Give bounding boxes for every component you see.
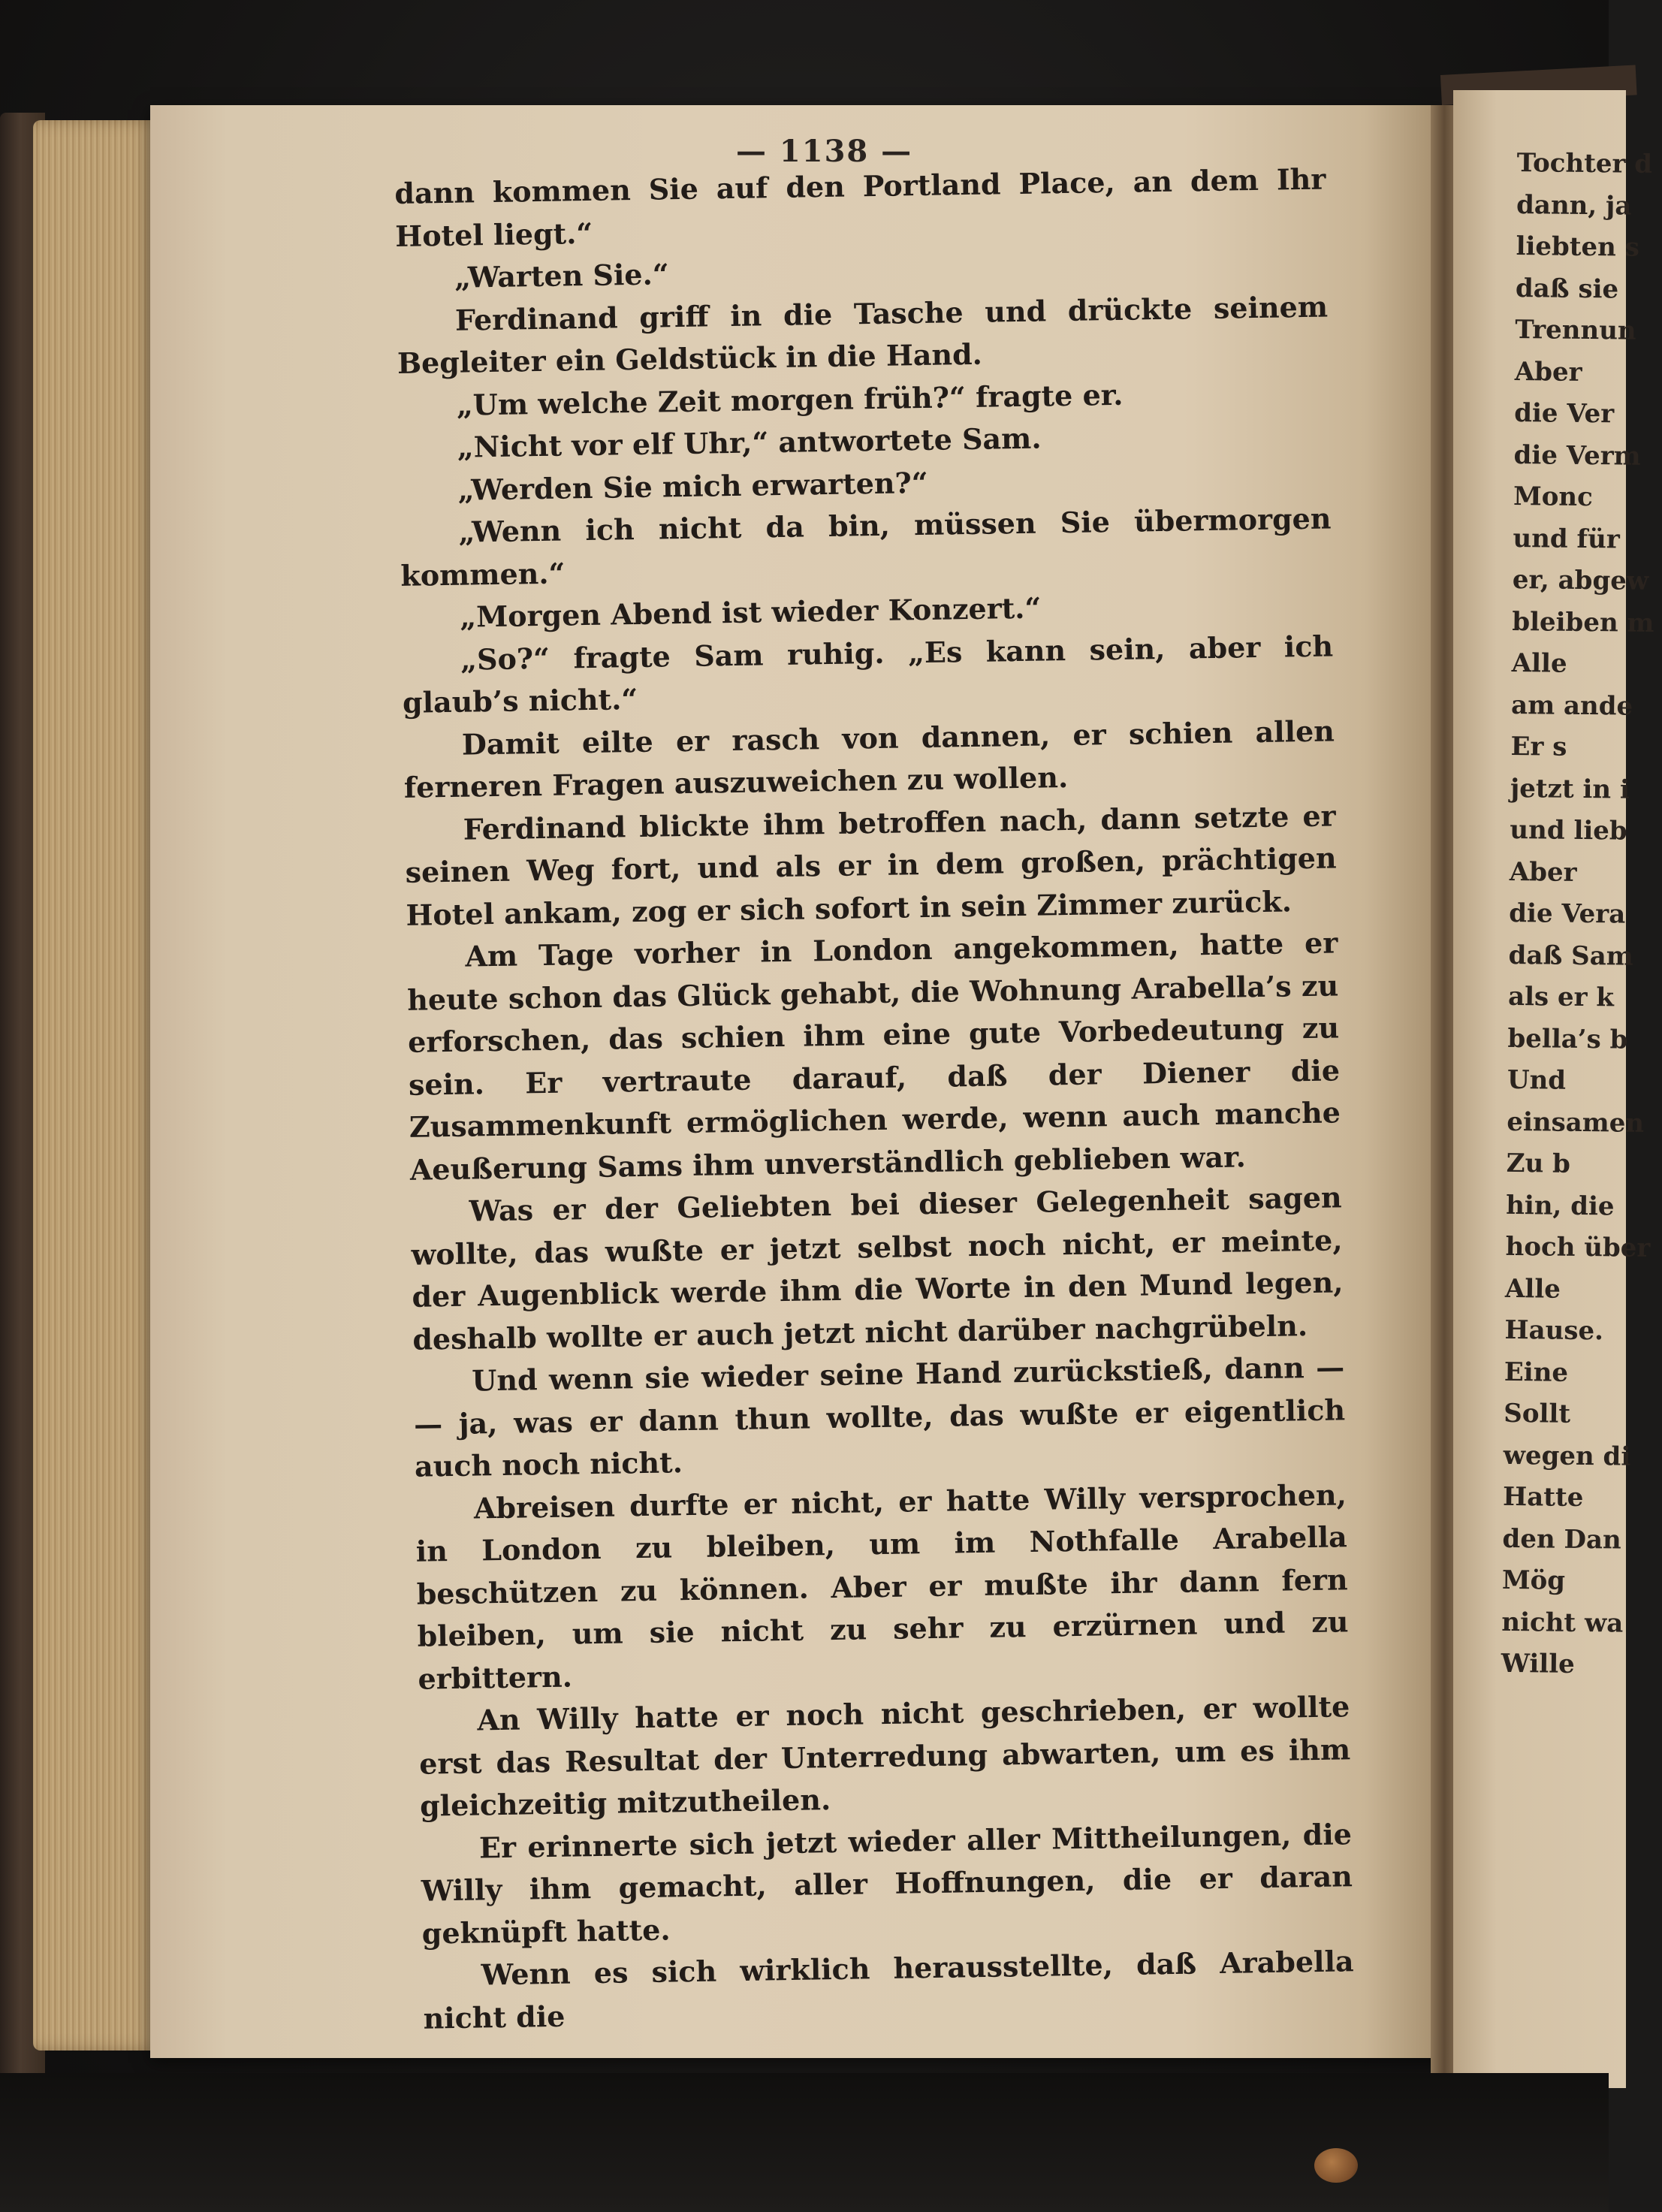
stain — [1314, 2148, 1358, 2183]
right-page-line: Aber — [1509, 856, 1577, 888]
right-page-line: Trennun — [1515, 314, 1636, 346]
paragraph: Was er der Geliebten bei dieser Gelegenheit sagen wollte, das wußte er jetzt selbst noch nicht, er meinte, der Augenblick werde ihm die Worte in den Mund legen, deshalb wollte er auch jetzt nicht darüber nachgrübeln. — [411, 1180, 1344, 1356]
paragraph: „Um welche Zeit morgen früh?“ fragte er. — [456, 377, 1124, 422]
paragraph: Damit eilte er rasch von dannen, er schien allen ferneren Fragen auszuweichen zu wollen. — [403, 713, 1335, 804]
paragraph: „Nicht vor elf Uhr,“ antwortete Sam. — [457, 421, 1042, 464]
right-page-line: Hause. — [1504, 1314, 1604, 1347]
paragraph: Abreisen durfte er nicht, er hatte Willy versprochen, in London zu bleiben, um im Nothfalle Arabella beschützen zu können. Aber er mußte ihr dann fern bleiben, um sie nicht zu sehr zu erzürnen und zu erbittern. — [415, 1477, 1349, 1696]
right-page-line: nicht wa — [1501, 1607, 1624, 1639]
right-page-line: Hatte — [1502, 1481, 1584, 1513]
right-page-line: Tochter d — [1516, 147, 1653, 180]
paragraph: Und wenn sie wieder seine Hand zurückstieß, dann — — ja, was er dann thun wollte, das wußte er eigentlich auch noch nicht. — [413, 1350, 1346, 1483]
right-page-line: Alle — [1504, 1273, 1561, 1305]
right-page-line: Und — [1507, 1064, 1567, 1096]
right-page-line: die Ver — [1514, 397, 1615, 430]
right-page-line: hin, die — [1505, 1190, 1615, 1221]
right-page-line: daß Sam — [1508, 940, 1633, 972]
paragraph: „Wenn ich nicht da bin, müssen Sie übermorgen kommen.“ — [400, 501, 1332, 593]
right-page-line: am ande — [1510, 690, 1633, 722]
paragraph: „Morgen Abend ist wieder Konzert.“ — [459, 590, 1042, 634]
paragraph: dann kommen Sie auf den Portland Place, an dem Ihr Hotel liegt.“ — [394, 161, 1326, 253]
table-surface — [0, 2073, 1609, 2212]
right-page-line: und lieb — [1510, 814, 1627, 846]
right-page-line: Aber — [1514, 356, 1582, 388]
paragraph: „So?“ fragte Sam ruhig. „Es kann sein, aber ich glaub’s nicht.“ — [402, 628, 1334, 720]
right-page-line: bella’s b — [1507, 1023, 1628, 1055]
right-page-line: und für — [1513, 523, 1621, 554]
right-page-line: Zu b — [1506, 1148, 1571, 1179]
left-page-text — [394, 158, 1355, 2040]
right-page-line: bleiben m — [1512, 606, 1654, 638]
right-page-line: Mög — [1501, 1565, 1566, 1596]
right-page-line: hoch über — [1505, 1231, 1651, 1263]
right-page-line: liebten s — [1516, 231, 1640, 263]
right-page-line: als er k — [1507, 981, 1615, 1013]
page-number: — 1138 — — [736, 134, 913, 169]
right-page-line: jetzt in i — [1510, 773, 1630, 805]
paragraph: „Warten Sie.“ — [454, 257, 669, 294]
right-page-line: dann, ja — [1516, 189, 1632, 222]
paragraph: Er erinnerte sich jetzt wieder aller Mittheilungen, die Willy ihm gemacht, aller Hoffnungen, die er daran geknüpft hatte. — [421, 1816, 1353, 1951]
paragraph: „Werden Sie mich erwarten?“ — [457, 465, 928, 507]
paragraph: An Willy hatte er noch nicht geschrieben, er wollte erst das Resultat der Unterredung abwarten, um es ihm gleichzeitig mitzutheilen. — [418, 1689, 1351, 1823]
right-page-line: daß sie — [1515, 273, 1619, 304]
right-page-line: die Vera — [1509, 898, 1626, 930]
page-edges — [33, 120, 161, 2051]
right-page-line: Alle — [1511, 647, 1567, 679]
right-page-line: den Dan — [1502, 1523, 1621, 1556]
right-page-line: Sollt — [1504, 1398, 1571, 1429]
right-page-line: Monc — [1513, 481, 1594, 513]
paragraph: Ferdinand griff in die Tasche und drückte seinem Begleiter ein Geldstück in die Hand. — [397, 289, 1329, 380]
right-page-line: Er s — [1510, 731, 1567, 762]
right-page-line: Eine — [1504, 1356, 1569, 1388]
right-page-line: er, abgew — [1512, 564, 1649, 596]
paragraph: Wenn es sich wirklich herausstellte, daß Arabella nicht die — [423, 1944, 1354, 2035]
right-page-line: einsamen — [1507, 1106, 1645, 1139]
right-page-line: Wille — [1501, 1648, 1575, 1679]
right-page-text-fragment — [1501, 143, 1654, 1686]
right-page-line: die Verm — [1513, 439, 1641, 472]
paragraph: Ferdinand blickte ihm betroffen nach, dann setzte er seinen Weg fort, und als er in dem großen, prächtigen Hotel ankam, zog er sich sofort in sein Zimmer zurück. — [405, 798, 1337, 932]
paragraph: Am Tage vorher in London angekommen, hatte er heute schon das Glück gehabt, die Wohnung Arabella’s zu erforschen, das schien ihm eine gute Vorbedeutung zu sein. Er vertraute darauf, daß der Diener die Zusammenkunft ermöglichen werde, wenn auch manche Aeußerung Sams ihm unverständlich geblieben war. — [406, 925, 1341, 1187]
right-page-line: wegen di — [1503, 1440, 1631, 1472]
